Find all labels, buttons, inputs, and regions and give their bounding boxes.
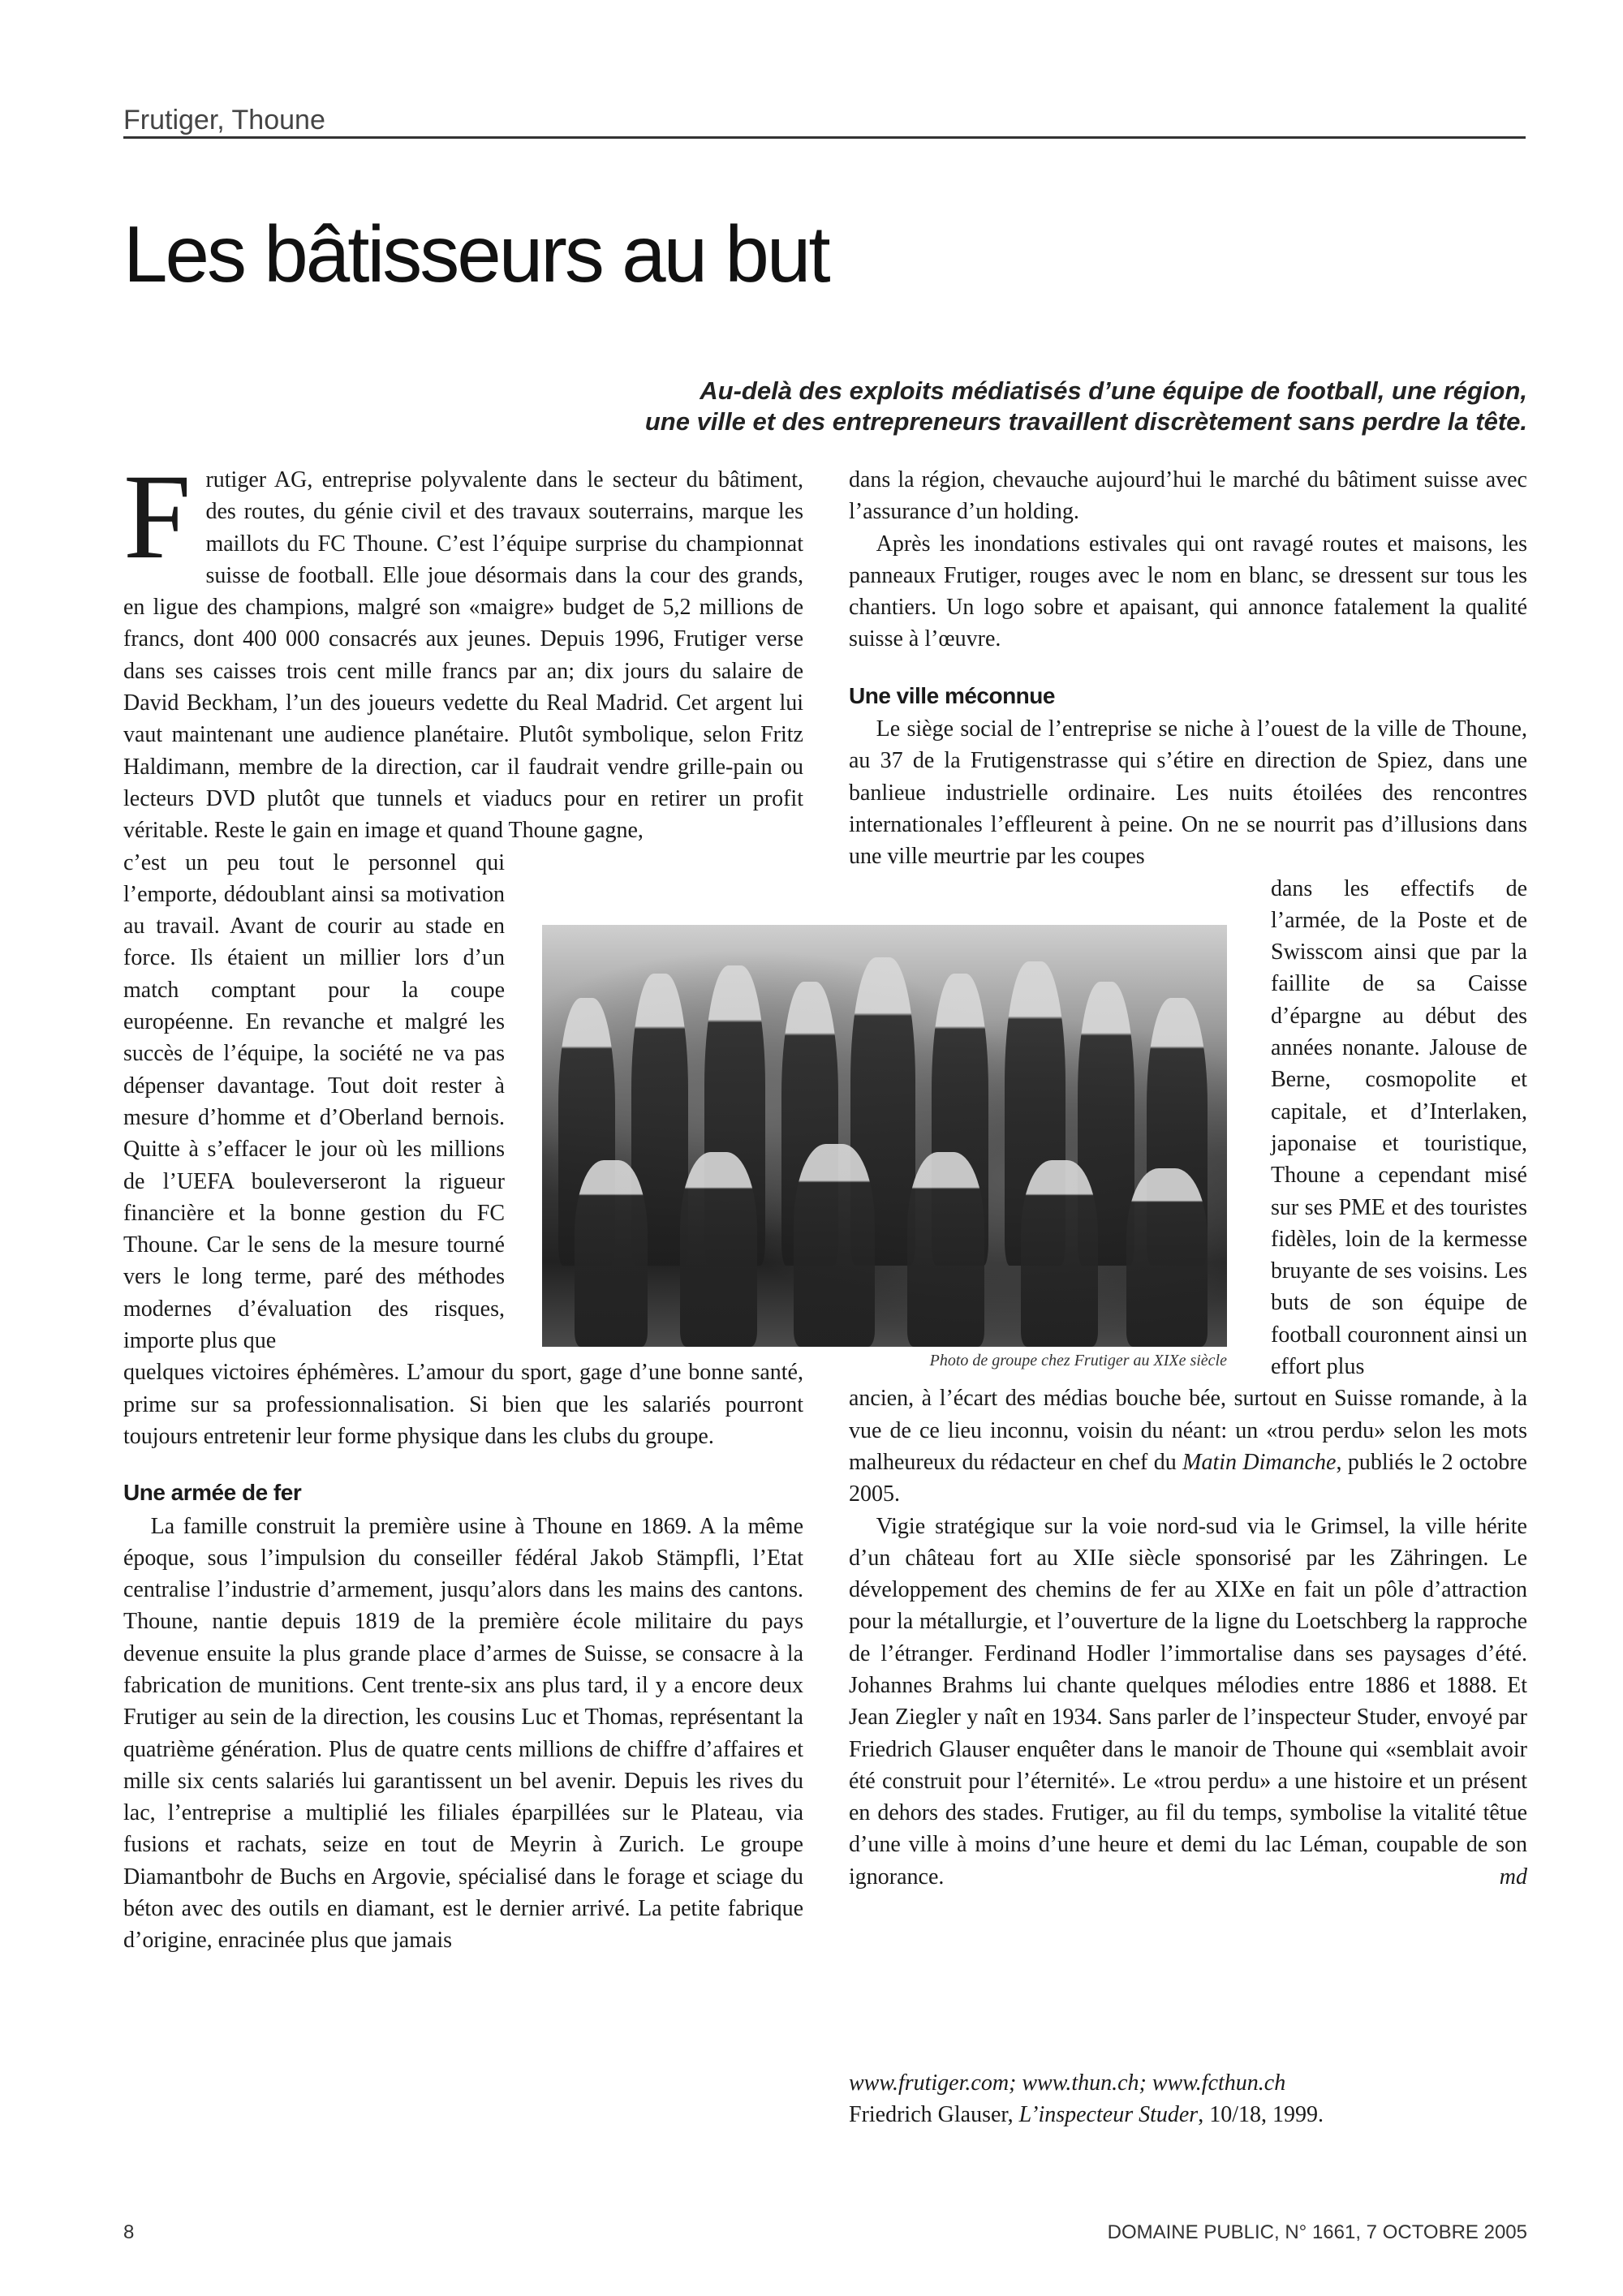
drop-cap: F (123, 449, 192, 584)
article-lead (310, 376, 1527, 437)
photo-figure (794, 1144, 875, 1347)
publication-info: DOMAINE PUBLIC, N° 1661, 7 OCTOBRE 2005 (1107, 2221, 1527, 2243)
lead-line-2: une ville et des entrepreneurs travaillent discrètement sans perdre la tête. (644, 407, 1527, 436)
book-author: Friedrich Glauser, (849, 2102, 1019, 2127)
references (849, 2067, 1527, 2130)
text-run: Vigie stratégique sur la voie nord-sud via le Grimsel, la ville hérite d’un château fort au XIIe siècle sponsorisé par les Zähringen. Le développement des chemins de fer au XIXe en fait un pôle d’attraction pour la métallurgie, et l’ouverture de la ligne du Loetschberg la rapproche de l’étranger. Ferdinand Hodler l’immortalise dans ses paysages d’été. Johannes Brahms lui chante quelques mélodies entre 1886 et 1888. Et Jean Ziegler y naît en 1934. Sans parler de l’inspecteur Studer, envoyé par Friedrich Glauser enquêter dans le manoir de Thoune qui «semblait avoir été construit pour l’éternité». Le «trou perdu» a une histoire et un présent en dehors des stades. Frutiger, au fil du temps, symbolise la vitalité têtue d’une ville à moins d’une heure et demi du lac Léman, coupable de son ignorance. (849, 1513, 1527, 1890)
book-details: , 10/18, 1999. (1198, 2102, 1324, 2127)
page-number: 8 (123, 2221, 135, 2243)
paragraph-panneaux: Après les inondations estivales qui ont ravagé routes et maisons, les panneaux Frutiger, rouges avec le nom en blanc, se dressent sur tous les chantiers. Un logo sobre et apaisant, qui annonce fatalement la qualité suisse à l’œuvre. (849, 531, 1527, 652)
reference-book (849, 2099, 1527, 2130)
section-rubric: Frutiger, Thoune (123, 104, 1526, 139)
group-photo (542, 925, 1227, 1347)
paragraph-intro: rutiger AG, entreprise polyvalente dans le secteur du bâtiment, des routes, du génie civil et des travaux souterrains, marque les maillots du FC Thoune. C’est l’équipe surprise du championnat suisse de football. Elle joue désormais dans la cour des grands, en ligue des champions, malgré son «maigre» budget de 5,2 millions de francs, dont 400 000 consacrés aux jeunes. Depuis 1996, Frutiger verse dans ses caisses trois cent mille francs par an; dix jours du salaire de David Beckham, l’un des joueurs vedette du Real Madrid. Cet argent lui vaut maintenant une audience planétaire. Plutôt symbolique, selon Fritz Haldimann, membre de la direction, car il faudrait vendre grille-pain ou lecteurs DVD plutôt que tunnels et viaducs pour en retirer un profit véritable. Reste le gain en image et quand Thoune gagne, (123, 467, 803, 844)
photo-figure (1126, 1168, 1208, 1347)
paragraph-region: dans la région, chevauche aujourd’hui le marché du bâtiment suisse avec l’assurance d’un holding. (849, 467, 1527, 525)
photo-figure (1021, 1160, 1098, 1347)
paragraph-siege: Le siège social de l’entreprise se niche à l’ouest de la ville de Thoune, au 37 de la Frutigenstrasse qui s’étire en direction de Spiez, dans une banlieue industrielle ordinaire. Les nuits étoilées des rencontres internationales l’effleurent à peine. On ne se nourrit pas d’illusions dans une ville meurtrie par les coupes (849, 716, 1527, 870)
photo-figure (907, 1152, 984, 1347)
subhead-ville: Une ville méconnue (849, 682, 1055, 708)
paragraph-siege-end (849, 1382, 1527, 1510)
text-run: , publiés le 2 octobre 2005. (849, 1449, 1527, 1507)
book-title: L’inspecteur Studer (1018, 2102, 1199, 2127)
article-title: Les bâtisseurs au but (123, 209, 829, 299)
author-signature: md (1499, 1864, 1527, 1890)
photo-figure (680, 1152, 757, 1347)
photo-figure (575, 1160, 648, 1347)
text-run: ancien, à l’écart des médias bouche bée, surtout en Suisse romande, à la vue de ce lieu inconnu, voisin du néant: un «trou perdu» selon les mots malheureux du rédacteur en chef du (849, 1386, 1527, 1475)
newspaper-title: Matin Dimanche (1182, 1449, 1337, 1475)
subhead-armee: Une armée de fer (123, 1480, 302, 1506)
paragraph-siege-wrap: dans les effectifs de l’armée, de la Poste et de Swisscom ainsi que par la faillite de sa Caisse d’épargne au début des années nonante. Jalouse de Berne, cosmopolite et capitale, et d’Interlaken, japonaise et touristique, Thoune a cependant misé sur ses PME et des touristes fidèles, loin de la kermesse bruyante de ses voisins. Les buts de son équipe de football couronnent ainsi un effort plus (1271, 875, 1527, 1380)
reference-links: www.frutiger.com; www.thun.ch; www.fcthun.ch (849, 2070, 1286, 2096)
paragraph-intro-end: quelques victoires éphémères. L’amour du sport, gage d’une bonne santé, prime sur sa professionnalisation. Si bien que les salariés pourront toujours entretenir leur forme physique dans les clubs du groupe. (123, 1360, 803, 1449)
paragraph-vigie (849, 1511, 1527, 1894)
paragraph-intro-wrap: c’est un peu tout le personnel qui l’emporte, dédoublant ainsi sa motivation au travail. Avant de courir au stade en force. Ils étaient un millier lors d’un match comptant pour la coupe européenne. En revanche et malgré les succès de l’équipe, la société ne va pas dépenser davantage. Tout doit rester à mesure d’homme et d’Oberland bernois. Quitte à s’effacer le jour où les millions de l’UEFA bouleverseront la rigueur financière et la bonne gestion du FC Thoune. Car le sens de la mesure tourné vers le long terme, paré des méthodes modernes d’évaluation des risques, importe plus que (123, 849, 505, 1354)
paragraph-armee: La famille construit la première usine à Thoune en 1869. A la même époque, sous l’impulsion du conseiller fédéral Jakob Stämpfli, l’Etat centralise l’industrie d’armement, jusqu’alors dans les mains des cantons. Thoune, nantie depuis 1819 de la première école militaire du pays devenue ensuite la plus grande place d’armes de Suisse, se consacre à la fabrication de munitions. Cent trente-six ans plus tard, il y a encore deux Frutiger au sein de la direction, les cousins Luc et Thomas, représentant la quatrième génération. Plus de quatre cents millions de chiffre d’affaires et mille six cents salariés lui garantissent un bel avenir. Depuis les rives du lac, l’entreprise a multiplié les filiales éparpillées sur le Plateau, via fusions et rachats, seize en tout de Meyrin à Zurich. Le groupe Diamantbohr de Buchs en Argovie, spécialisé dans le forage et sciage du béton avec des outils en diamant, est le dernier arrivé. La petite fabrique d’origine, enracinée plus que jamais (123, 1513, 803, 1954)
photo-caption: Photo de groupe chez Frutiger au XIXe siècle (929, 1352, 1227, 1369)
lead-line-1: Au-delà des exploits médiatisés d’une équipe de football, une région, (700, 376, 1527, 405)
